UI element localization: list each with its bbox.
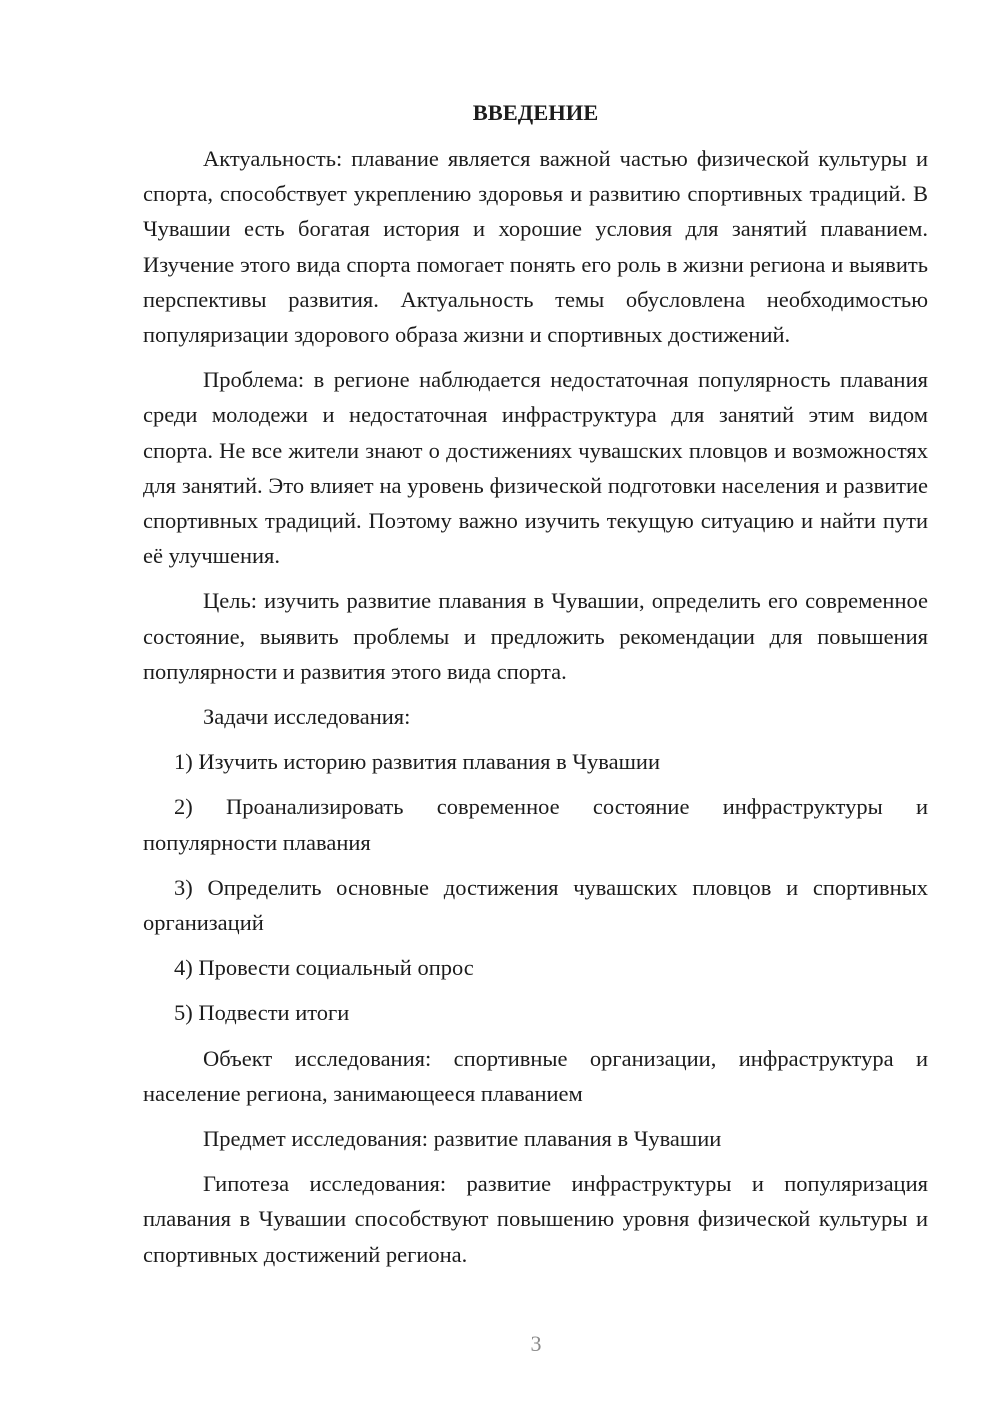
hypothesis-paragraph: Гипотеза исследования: развитие инфраструктуры и популяризация плавания в Чувашии способствуют повышению уровня физической культуры и спортивных достижений региона. bbox=[143, 1171, 928, 1267]
problem-paragraph: Проблема: в регионе наблюдается недостаточная популярность плавания среди молодежи и недостаточная инфраструктура для занятий этим видом спорта. Не все жители знают о достижениях чувашских пловцов и возможностях для занятий. Это влияет на уровень физической подготовки населения и развитие спортивных традиций. Поэтому важно изучить текущую ситуацию и найти пути её улучшения. bbox=[143, 367, 928, 569]
task-item-2: 2) Проанализировать современное состояние инфраструктуры и популярности плавания bbox=[143, 794, 928, 855]
page-number: 3 bbox=[530, 1331, 542, 1356]
task-item-1: 1) Изучить историю развития плавания в Чувашии bbox=[174, 749, 661, 775]
section-title: ВВЕДЕНИЕ bbox=[472, 100, 599, 125]
relevance-paragraph: Актуальность: плавание является важной частью физической культуры и спорта, способствует укреплению здоровья и развитию спортивных традиций. В Чувашии есть богатая история и хорошие условия для занятий плаванием. Изучение этого вида спорта помогает понять его роль в жизни региона и выявить перспективы развития. Актуальность темы обусловлена необходимостью популяризации здорового образа жизни и спортивных достижений. bbox=[143, 146, 928, 348]
task-item-4: 4) Провести социальный опрос bbox=[174, 955, 474, 981]
task-item-5: 5) Подвести итоги bbox=[174, 1000, 350, 1026]
tasks-heading: Задачи исследования: bbox=[203, 704, 411, 730]
task-item-3: 3) Определить основные достижения чувашских пловцов и спортивных организаций bbox=[143, 874, 928, 936]
goal-paragraph: Цель: изучить развитие плавания в Чувашии, определить его современное состояние, выявить проблемы и предложить рекомендации для повышения популярности и развития этого вида спорта. bbox=[143, 588, 928, 684]
subject-paragraph: Предмет исследования: развитие плавания в Чувашии bbox=[203, 1126, 722, 1152]
object-paragraph: Объект исследования: спортивные организации, инфраструктура и население региона, занимающееся плаванием bbox=[143, 1045, 928, 1106]
document-page bbox=[143, 95, 928, 1282]
